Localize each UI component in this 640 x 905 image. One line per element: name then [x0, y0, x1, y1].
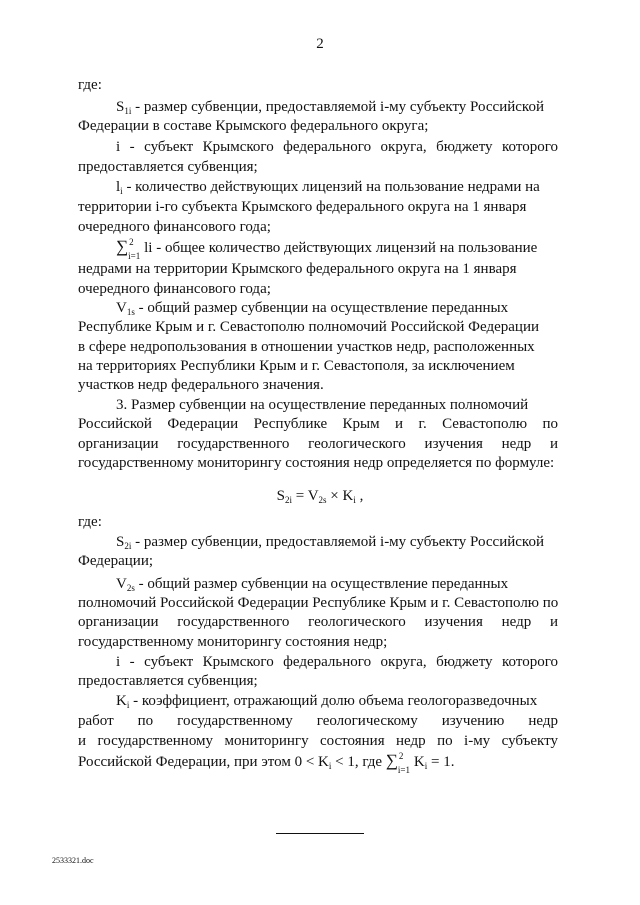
text-line: работ по государственному геологическому изучению недр: [78, 713, 558, 729]
text-line: $V_{1s}$ - общий размер субвенции на осуществление переданных: [116, 300, 509, 317]
text-line: $S_{2i}$ - размер субвенции, предоставляемой i-му субъекту Российской: [116, 534, 544, 551]
text-line: организации государственного геологического изучения недр и: [78, 436, 558, 452]
text-line: очередного финансового года;: [78, 219, 271, 235]
text-line: полномочий Российской Федерации Республике Крым и г. Севастополю по: [78, 595, 559, 611]
text-line: где:: [78, 514, 102, 530]
document-filename: 2533321.doc: [52, 856, 94, 865]
text-line: $l_i$ - количество действующих лицензий на пользование недрами на: [116, 179, 540, 196]
text-line: Федерации в составе Крымского федерального округа;: [78, 118, 429, 134]
text-line: i - субъект Крымского федерального округа, бюджету которого: [116, 654, 558, 670]
text-line: государственному мониторингу состояния недр определяется по формуле:: [78, 455, 555, 471]
text-line: $K_i$ - коэффициент, отражающий долю объема геологоразведочных: [116, 693, 538, 710]
sum-symbol: ∑: [385, 751, 398, 770]
text-line: и государственному мониторингу состояния недр по i-му субъекту: [78, 733, 558, 749]
end-of-text-rule: [276, 833, 364, 834]
text-line: на территориях Республики Крым и г. Севастополя, за исключением: [78, 358, 515, 374]
text-line: 3. Размер субвенции на осуществление переданных полномочий: [116, 397, 529, 413]
sum-symbol: ∑: [116, 237, 129, 256]
text-line: $S_{1i}$ - размер субвенции, предоставляемой i-му субъекту Российской: [116, 99, 544, 116]
text-line: предоставляется субвенция;: [78, 673, 258, 689]
text-line: предоставляется субвенция;: [78, 159, 258, 175]
text-line: государственному мониторингу состояния недр;: [78, 634, 388, 650]
text-line: Российской Федерации Республике Крым и г. Севастополю по: [78, 416, 558, 432]
formula: $S_{2i} = V_{2s} \times K_i$ ,: [276, 488, 364, 505]
text-line: организации государственного геологического изучения недр и: [78, 614, 558, 630]
text-line: участков недр федерального значения.: [78, 377, 324, 393]
text-line: территории i-го субъекта Крымского федерального округа на 1 января: [78, 199, 527, 215]
text-line: Российской Федерации, при этом $0 < K_i < 1$, где ∑ 2 i=1 $K_i = 1$.: [78, 751, 455, 775]
text-line: $V_{2s}$ - общий размер субвенции на осуществление переданных: [116, 576, 509, 593]
text-line: в сфере недропользования в отношении участков недр, расположенных: [78, 339, 535, 355]
text-line: где:: [78, 77, 102, 93]
text-line: очередного финансового года;: [78, 281, 271, 297]
text-line: Федерации;: [78, 553, 154, 569]
page-number: 2: [316, 36, 324, 52]
text-line: ∑ 2 i=1 li - общее количество действующих лицензий на пользование: [116, 237, 538, 261]
text-line: Республике Крым и г. Севастополю полномочий Российской Федерации: [78, 319, 540, 335]
text-line: i - субъект Крымского федерального округа, бюджету которого: [116, 139, 558, 155]
text-line: недрами на территории Крымского федерального округа на 1 января: [78, 261, 517, 277]
